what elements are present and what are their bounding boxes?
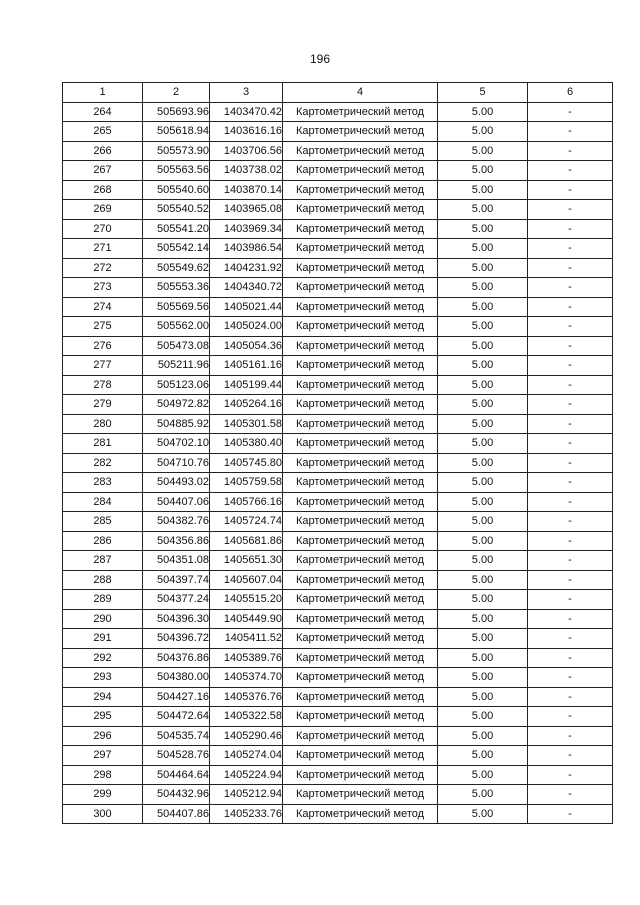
accuracy-cell: 5.00 (438, 551, 528, 571)
y-coordinate-cell: 1405212.94 (210, 785, 283, 805)
accuracy-cell: 5.00 (438, 687, 528, 707)
x-coordinate-cell: 505541.20 (143, 219, 210, 239)
y-coordinate-cell: 1405161.16 (210, 356, 283, 376)
header-method: 4 (283, 83, 438, 103)
table-row (63, 765, 613, 785)
y-coordinate-cell: 1405724.74 (210, 512, 283, 532)
point-number-cell: 274 (63, 297, 143, 317)
table-row (63, 570, 613, 590)
y-coordinate-cell: 1405515.20 (210, 590, 283, 610)
note-cell: - (528, 141, 613, 161)
method-cell: Картометрический метод (283, 102, 438, 122)
y-coordinate-cell: 1405322.58 (210, 707, 283, 727)
method-cell: Картометрический метод (283, 356, 438, 376)
accuracy-cell: 5.00 (438, 141, 528, 161)
point-number-cell: 290 (63, 609, 143, 629)
y-coordinate-cell: 1405290.46 (210, 726, 283, 746)
table-row (63, 317, 613, 337)
method-cell: Картометрический метод (283, 258, 438, 278)
note-cell: - (528, 453, 613, 473)
table-row (63, 356, 613, 376)
table-row (63, 219, 613, 239)
table-row (63, 200, 613, 220)
note-cell: - (528, 648, 613, 668)
point-number-cell: 285 (63, 512, 143, 532)
accuracy-cell: 5.00 (438, 473, 528, 493)
table-row (63, 687, 613, 707)
y-coordinate-cell: 1405274.04 (210, 746, 283, 766)
table-row (63, 180, 613, 200)
accuracy-cell: 5.00 (438, 317, 528, 337)
method-cell: Картометрический метод (283, 512, 438, 532)
x-coordinate-cell: 504356.86 (143, 531, 210, 551)
method-cell: Картометрический метод (283, 492, 438, 512)
accuracy-cell: 5.00 (438, 570, 528, 590)
accuracy-cell: 5.00 (438, 785, 528, 805)
note-cell: - (528, 570, 613, 590)
x-coordinate-cell: 504407.06 (143, 492, 210, 512)
method-cell: Картометрический метод (283, 200, 438, 220)
accuracy-cell: 5.00 (438, 668, 528, 688)
y-coordinate-cell: 1405745.80 (210, 453, 283, 473)
point-number-cell: 281 (63, 434, 143, 454)
table-row (63, 512, 613, 532)
point-number-cell: 294 (63, 687, 143, 707)
method-cell: Картометрический метод (283, 785, 438, 805)
point-number-cell: 299 (63, 785, 143, 805)
note-cell: - (528, 414, 613, 434)
point-number-cell: 269 (63, 200, 143, 220)
x-coordinate-cell: 505562.00 (143, 317, 210, 337)
y-coordinate-cell: 1403969.34 (210, 219, 283, 239)
table-row (63, 746, 613, 766)
table-row (63, 473, 613, 493)
x-coordinate-cell: 505540.52 (143, 200, 210, 220)
y-coordinate-cell: 1403738.02 (210, 161, 283, 181)
x-coordinate-cell: 504380.00 (143, 668, 210, 688)
accuracy-cell: 5.00 (438, 512, 528, 532)
accuracy-cell: 5.00 (438, 434, 528, 454)
x-coordinate-cell: 504464.64 (143, 765, 210, 785)
table-row (63, 785, 613, 805)
accuracy-cell: 5.00 (438, 336, 528, 356)
table-row (63, 707, 613, 727)
table-row (63, 141, 613, 161)
method-cell: Картометрический метод (283, 570, 438, 590)
x-coordinate-cell: 504885.92 (143, 414, 210, 434)
accuracy-cell: 5.00 (438, 180, 528, 200)
method-cell: Картометрический метод (283, 395, 438, 415)
header-y-coordinate: 3 (210, 83, 283, 103)
point-number-cell: 283 (63, 473, 143, 493)
table-header (63, 83, 613, 103)
point-number-cell: 280 (63, 414, 143, 434)
method-cell: Картометрический метод (283, 414, 438, 434)
table-row (63, 590, 613, 610)
point-number-cell: 284 (63, 492, 143, 512)
table-row (63, 648, 613, 668)
header-point-number: 1 (63, 83, 143, 103)
table-row (63, 102, 613, 122)
note-cell: - (528, 278, 613, 298)
point-number-cell: 291 (63, 629, 143, 649)
point-number-cell: 264 (63, 102, 143, 122)
note-cell: - (528, 609, 613, 629)
accuracy-cell: 5.00 (438, 531, 528, 551)
x-coordinate-cell: 505473.08 (143, 336, 210, 356)
point-number-cell: 275 (63, 317, 143, 337)
method-cell: Картометрический метод (283, 473, 438, 493)
x-coordinate-cell: 505563.56 (143, 161, 210, 181)
x-coordinate-cell: 504351.08 (143, 551, 210, 571)
accuracy-cell: 5.00 (438, 356, 528, 376)
y-coordinate-cell: 1405389.76 (210, 648, 283, 668)
x-coordinate-cell: 504397.74 (143, 570, 210, 590)
note-cell: - (528, 473, 613, 493)
note-cell: - (528, 629, 613, 649)
accuracy-cell: 5.00 (438, 765, 528, 785)
table-row (63, 453, 613, 473)
note-cell: - (528, 492, 613, 512)
point-number-cell: 296 (63, 726, 143, 746)
point-number-cell: 282 (63, 453, 143, 473)
y-coordinate-cell: 1405759.58 (210, 473, 283, 493)
note-cell: - (528, 200, 613, 220)
method-cell: Картометрический метод (283, 551, 438, 571)
note-cell: - (528, 180, 613, 200)
header-x-coordinate: 2 (143, 83, 210, 103)
point-number-cell: 278 (63, 375, 143, 395)
table-row (63, 668, 613, 688)
note-cell: - (528, 375, 613, 395)
x-coordinate-cell: 504972.82 (143, 395, 210, 415)
y-coordinate-cell: 1405411.52 (210, 629, 283, 649)
y-coordinate-cell: 1405681.86 (210, 531, 283, 551)
x-coordinate-cell: 504702.10 (143, 434, 210, 454)
page-number: 196 (309, 52, 331, 66)
method-cell: Картометрический метод (283, 434, 438, 454)
y-coordinate-cell: 1403616.16 (210, 122, 283, 142)
accuracy-cell: 5.00 (438, 375, 528, 395)
point-number-cell: 266 (63, 141, 143, 161)
table-body (63, 102, 613, 824)
point-number-cell: 268 (63, 180, 143, 200)
point-number-cell: 300 (63, 804, 143, 824)
accuracy-cell: 5.00 (438, 804, 528, 824)
x-coordinate-cell: 505123.06 (143, 375, 210, 395)
x-coordinate-cell: 505573.90 (143, 141, 210, 161)
method-cell: Картометрический метод (283, 317, 438, 337)
method-cell: Картометрический метод (283, 375, 438, 395)
table-row (63, 122, 613, 142)
accuracy-cell: 5.00 (438, 648, 528, 668)
y-coordinate-cell: 1403706.56 (210, 141, 283, 161)
point-number-cell: 276 (63, 336, 143, 356)
accuracy-cell: 5.00 (438, 219, 528, 239)
note-cell: - (528, 219, 613, 239)
accuracy-cell: 5.00 (438, 122, 528, 142)
accuracy-cell: 5.00 (438, 453, 528, 473)
note-cell: - (528, 161, 613, 181)
method-cell: Картометрический метод (283, 629, 438, 649)
y-coordinate-cell: 1405380.40 (210, 434, 283, 454)
accuracy-cell: 5.00 (438, 492, 528, 512)
note-cell: - (528, 687, 613, 707)
y-coordinate-cell: 1405766.16 (210, 492, 283, 512)
method-cell: Картометрический метод (283, 726, 438, 746)
x-coordinate-cell: 504528.76 (143, 746, 210, 766)
accuracy-cell: 5.00 (438, 609, 528, 629)
note-cell: - (528, 512, 613, 532)
note-cell: - (528, 707, 613, 727)
y-coordinate-cell: 1405374.70 (210, 668, 283, 688)
x-coordinate-cell: 505569.56 (143, 297, 210, 317)
method-cell: Картометрический метод (283, 122, 438, 142)
method-cell: Картометрический метод (283, 161, 438, 181)
note-cell: - (528, 668, 613, 688)
note-cell: - (528, 726, 613, 746)
table-row (63, 239, 613, 259)
x-coordinate-cell: 505542.14 (143, 239, 210, 259)
accuracy-cell: 5.00 (438, 200, 528, 220)
accuracy-cell: 5.00 (438, 414, 528, 434)
note-cell: - (528, 297, 613, 317)
note-cell: - (528, 336, 613, 356)
point-number-cell: 271 (63, 239, 143, 259)
point-number-cell: 277 (63, 356, 143, 376)
note-cell: - (528, 356, 613, 376)
point-number-cell: 265 (63, 122, 143, 142)
point-number-cell: 289 (63, 590, 143, 610)
point-number-cell: 267 (63, 161, 143, 181)
y-coordinate-cell: 1403986.54 (210, 239, 283, 259)
y-coordinate-cell: 1405199.44 (210, 375, 283, 395)
x-coordinate-cell: 504472.64 (143, 707, 210, 727)
method-cell: Картометрический метод (283, 590, 438, 610)
note-cell: - (528, 317, 613, 337)
note-cell: - (528, 765, 613, 785)
y-coordinate-cell: 1405264.16 (210, 395, 283, 415)
note-cell: - (528, 590, 613, 610)
header-note: 6 (528, 83, 613, 103)
x-coordinate-cell: 504382.76 (143, 512, 210, 532)
method-cell: Картометрический метод (283, 141, 438, 161)
note-cell: - (528, 785, 613, 805)
note-cell: - (528, 239, 613, 259)
method-cell: Картометрический метод (283, 609, 438, 629)
x-coordinate-cell: 504396.30 (143, 609, 210, 629)
y-coordinate-cell: 1405224.94 (210, 765, 283, 785)
method-cell: Картометрический метод (283, 804, 438, 824)
table-row (63, 278, 613, 298)
table-row (63, 726, 613, 746)
table-row (63, 551, 613, 571)
table-row (63, 336, 613, 356)
x-coordinate-cell: 504710.76 (143, 453, 210, 473)
note-cell: - (528, 102, 613, 122)
note-cell: - (528, 531, 613, 551)
accuracy-cell: 5.00 (438, 239, 528, 259)
x-coordinate-cell: 504407.86 (143, 804, 210, 824)
method-cell: Картометрический метод (283, 648, 438, 668)
x-coordinate-cell: 504493.02 (143, 473, 210, 493)
header-accuracy: 5 (438, 83, 528, 103)
method-cell: Картометрический метод (283, 687, 438, 707)
point-number-cell: 272 (63, 258, 143, 278)
point-number-cell: 292 (63, 648, 143, 668)
table-row (63, 375, 613, 395)
accuracy-cell: 5.00 (438, 590, 528, 610)
y-coordinate-cell: 1405021.44 (210, 297, 283, 317)
y-coordinate-cell: 1405301.58 (210, 414, 283, 434)
point-number-cell: 297 (63, 746, 143, 766)
method-cell: Картометрический метод (283, 219, 438, 239)
method-cell: Картометрический метод (283, 453, 438, 473)
x-coordinate-cell: 504535.74 (143, 726, 210, 746)
note-cell: - (528, 746, 613, 766)
y-coordinate-cell: 1405449.90 (210, 609, 283, 629)
note-cell: - (528, 395, 613, 415)
coordinates-table (62, 82, 613, 824)
header-row (63, 83, 613, 103)
note-cell: - (528, 551, 613, 571)
method-cell: Картометрический метод (283, 668, 438, 688)
x-coordinate-cell: 504427.16 (143, 687, 210, 707)
note-cell: - (528, 258, 613, 278)
y-coordinate-cell: 1403470.42 (210, 102, 283, 122)
point-number-cell: 279 (63, 395, 143, 415)
y-coordinate-cell: 1405024.00 (210, 317, 283, 337)
x-coordinate-cell: 505618.94 (143, 122, 210, 142)
point-number-cell: 287 (63, 551, 143, 571)
point-number-cell: 286 (63, 531, 143, 551)
x-coordinate-cell: 504432.96 (143, 785, 210, 805)
accuracy-cell: 5.00 (438, 278, 528, 298)
y-coordinate-cell: 1405607.04 (210, 570, 283, 590)
point-number-cell: 270 (63, 219, 143, 239)
x-coordinate-cell: 505693.96 (143, 102, 210, 122)
note-cell: - (528, 434, 613, 454)
table-row (63, 414, 613, 434)
accuracy-cell: 5.00 (438, 746, 528, 766)
point-number-cell: 273 (63, 278, 143, 298)
table-row (63, 531, 613, 551)
table-row (63, 161, 613, 181)
x-coordinate-cell: 504377.24 (143, 590, 210, 610)
accuracy-cell: 5.00 (438, 161, 528, 181)
x-coordinate-cell: 505553.36 (143, 278, 210, 298)
method-cell: Картометрический метод (283, 336, 438, 356)
x-coordinate-cell: 504396.72 (143, 629, 210, 649)
table-row (63, 258, 613, 278)
point-number-cell: 295 (63, 707, 143, 727)
point-number-cell: 288 (63, 570, 143, 590)
note-cell: - (528, 122, 613, 142)
method-cell: Картометрический метод (283, 297, 438, 317)
x-coordinate-cell: 505211.96 (143, 356, 210, 376)
accuracy-cell: 5.00 (438, 102, 528, 122)
y-coordinate-cell: 1405651.30 (210, 551, 283, 571)
table-row (63, 629, 613, 649)
y-coordinate-cell: 1405054.36 (210, 336, 283, 356)
table-row (63, 492, 613, 512)
method-cell: Картометрический метод (283, 531, 438, 551)
accuracy-cell: 5.00 (438, 629, 528, 649)
point-number-cell: 293 (63, 668, 143, 688)
point-number-cell: 298 (63, 765, 143, 785)
y-coordinate-cell: 1403870.14 (210, 180, 283, 200)
method-cell: Картометрический метод (283, 746, 438, 766)
y-coordinate-cell: 1404340.72 (210, 278, 283, 298)
accuracy-cell: 5.00 (438, 297, 528, 317)
x-coordinate-cell: 505540.60 (143, 180, 210, 200)
y-coordinate-cell: 1405233.76 (210, 804, 283, 824)
method-cell: Картометрический метод (283, 180, 438, 200)
accuracy-cell: 5.00 (438, 707, 528, 727)
table-row (63, 395, 613, 415)
table-row (63, 297, 613, 317)
table-row (63, 804, 613, 824)
accuracy-cell: 5.00 (438, 395, 528, 415)
table-row (63, 434, 613, 454)
method-cell: Картометрический метод (283, 239, 438, 259)
accuracy-cell: 5.00 (438, 258, 528, 278)
x-coordinate-cell: 505549.62 (143, 258, 210, 278)
method-cell: Картометрический метод (283, 765, 438, 785)
table-row (63, 609, 613, 629)
x-coordinate-cell: 504376.86 (143, 648, 210, 668)
note-cell: - (528, 804, 613, 824)
y-coordinate-cell: 1403965.08 (210, 200, 283, 220)
accuracy-cell: 5.00 (438, 726, 528, 746)
method-cell: Картометрический метод (283, 707, 438, 727)
y-coordinate-cell: 1405376.76 (210, 687, 283, 707)
method-cell: Картометрический метод (283, 278, 438, 298)
y-coordinate-cell: 1404231.92 (210, 258, 283, 278)
